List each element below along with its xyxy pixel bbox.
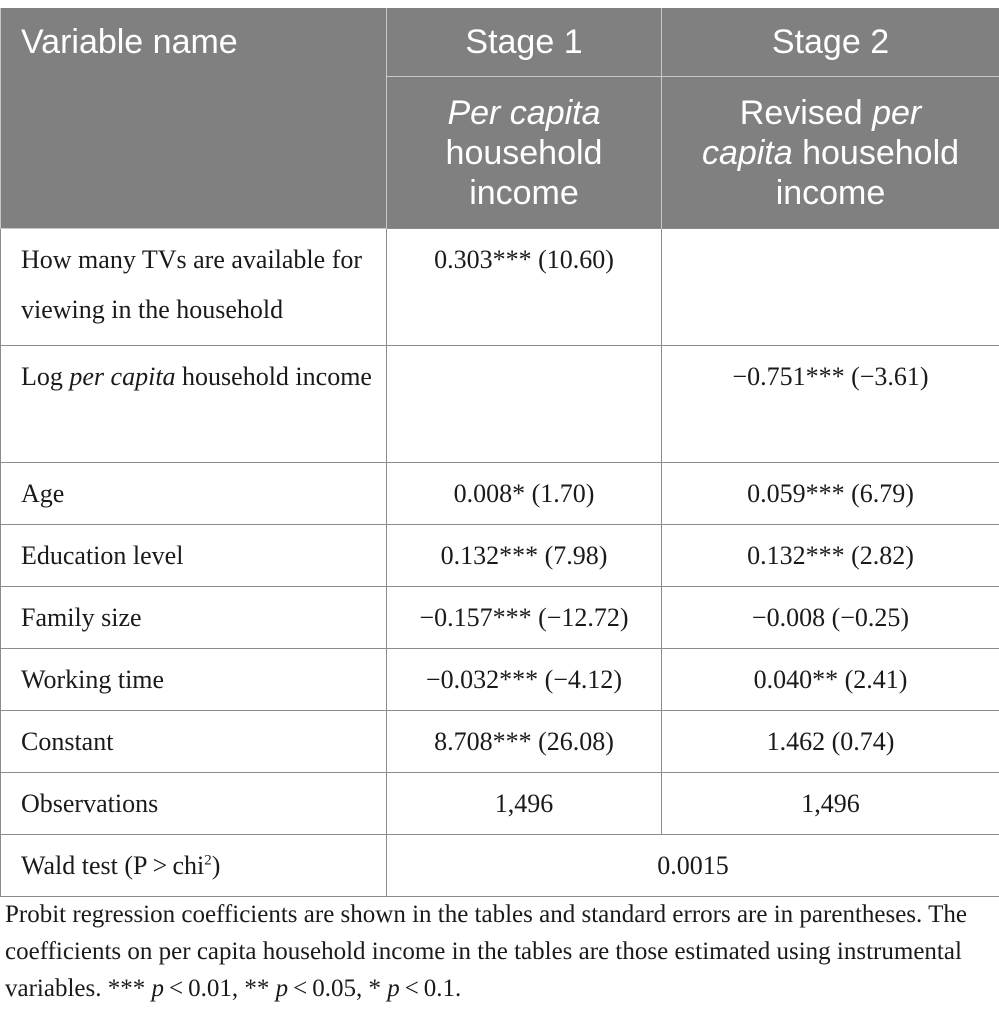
row-stage2-value: 0.132*** (2.82): [662, 525, 999, 587]
row-label: Working time: [1, 649, 387, 711]
row-stage1-value: 0.008* (1.70): [387, 463, 662, 525]
row-label-post: ): [211, 850, 221, 880]
header-stage2-post: household income: [775, 133, 960, 212]
table-row-observations: [1, 773, 999, 835]
table-row-education: [1, 525, 999, 587]
row-label: [1, 835, 387, 897]
header-stage2-italic2: capita: [701, 133, 793, 172]
footnote-threshold: < 0.05, *: [288, 975, 388, 1002]
row-stage1-value: −0.157*** (−12.72): [387, 587, 662, 649]
header-stage1-italic: Per capita: [447, 93, 601, 132]
row-stage1-value: 0.303*** (10.60): [387, 229, 662, 346]
header-variable-name: Variable name: [1, 8, 387, 229]
row-label-pre: Wald test (P > chi: [21, 850, 205, 880]
footnote-text: Probit regression coefficients are shown in the tables and standard errors are in parentheses. The coefficients on per capita household income in the tables are those estimated using instrumental variables. ***: [5, 901, 967, 1002]
regression-table: [0, 8, 999, 897]
header-stage1: Stage 1: [387, 8, 662, 77]
row-stage2-value: 1,496: [662, 773, 999, 835]
header-stage1-rest: household income: [445, 133, 603, 212]
row-label: [1, 346, 387, 463]
footnote-p-symbol: p: [275, 975, 289, 1002]
table-header: [1, 8, 999, 229]
header-stage1-subtitle: [387, 77, 662, 229]
header-stage2-italic1: per: [872, 93, 922, 132]
row-label: Education level: [1, 525, 387, 587]
row-label-pre: Log: [21, 362, 70, 391]
row-stage2-value: 1.462 (0.74): [662, 711, 999, 773]
table-row-working-time: [1, 649, 999, 711]
row-stage2-value: −0.008 (−0.25): [662, 587, 999, 649]
row-stage1-value: 8.708*** (26.08): [387, 711, 662, 773]
row-stage1-value: [387, 346, 662, 463]
row-stage1-value: −0.032*** (−4.12): [387, 649, 662, 711]
row-label: Age: [1, 463, 387, 525]
row-wald-value: 0.0015: [387, 835, 999, 897]
row-label: Constant: [1, 711, 387, 773]
footnote-p-symbol: p: [151, 975, 164, 1002]
row-label: Family size: [1, 587, 387, 649]
row-label-superscript: 2: [204, 851, 212, 868]
row-stage2-value: 0.040** (2.41): [662, 649, 999, 711]
row-stage2-value: −0.751*** (−3.61): [662, 346, 999, 463]
table-row-log-income: [1, 346, 999, 463]
row-label-post: household income: [175, 362, 372, 391]
table-body: [1, 229, 999, 897]
row-label: How many TVs are available for viewing in the household: [1, 229, 387, 346]
table-footnote: [5, 896, 995, 1007]
row-stage1-value: 1,496: [387, 773, 662, 835]
footnote-p-symbol: p: [387, 975, 400, 1002]
footnote-threshold: < 0.01, **: [163, 975, 276, 1002]
row-stage2-value: 0.059*** (6.79): [662, 463, 999, 525]
table-row-age: [1, 463, 999, 525]
table-row-wald-test: [1, 835, 999, 897]
table-row-tvs: [1, 229, 999, 346]
header-stage2-subtitle: [662, 77, 999, 229]
table-row-constant: [1, 711, 999, 773]
row-label-italic: per capita: [69, 362, 176, 391]
footnote-threshold: < 0.1.: [399, 975, 462, 1002]
header-stage2: Stage 2: [662, 8, 999, 77]
row-stage1-value: 0.132*** (7.98): [387, 525, 662, 587]
row-label: Observations: [1, 773, 387, 835]
table-row-family-size: [1, 587, 999, 649]
row-stage2-value: [662, 229, 999, 346]
header-stage2-pre: Revised: [739, 93, 873, 132]
